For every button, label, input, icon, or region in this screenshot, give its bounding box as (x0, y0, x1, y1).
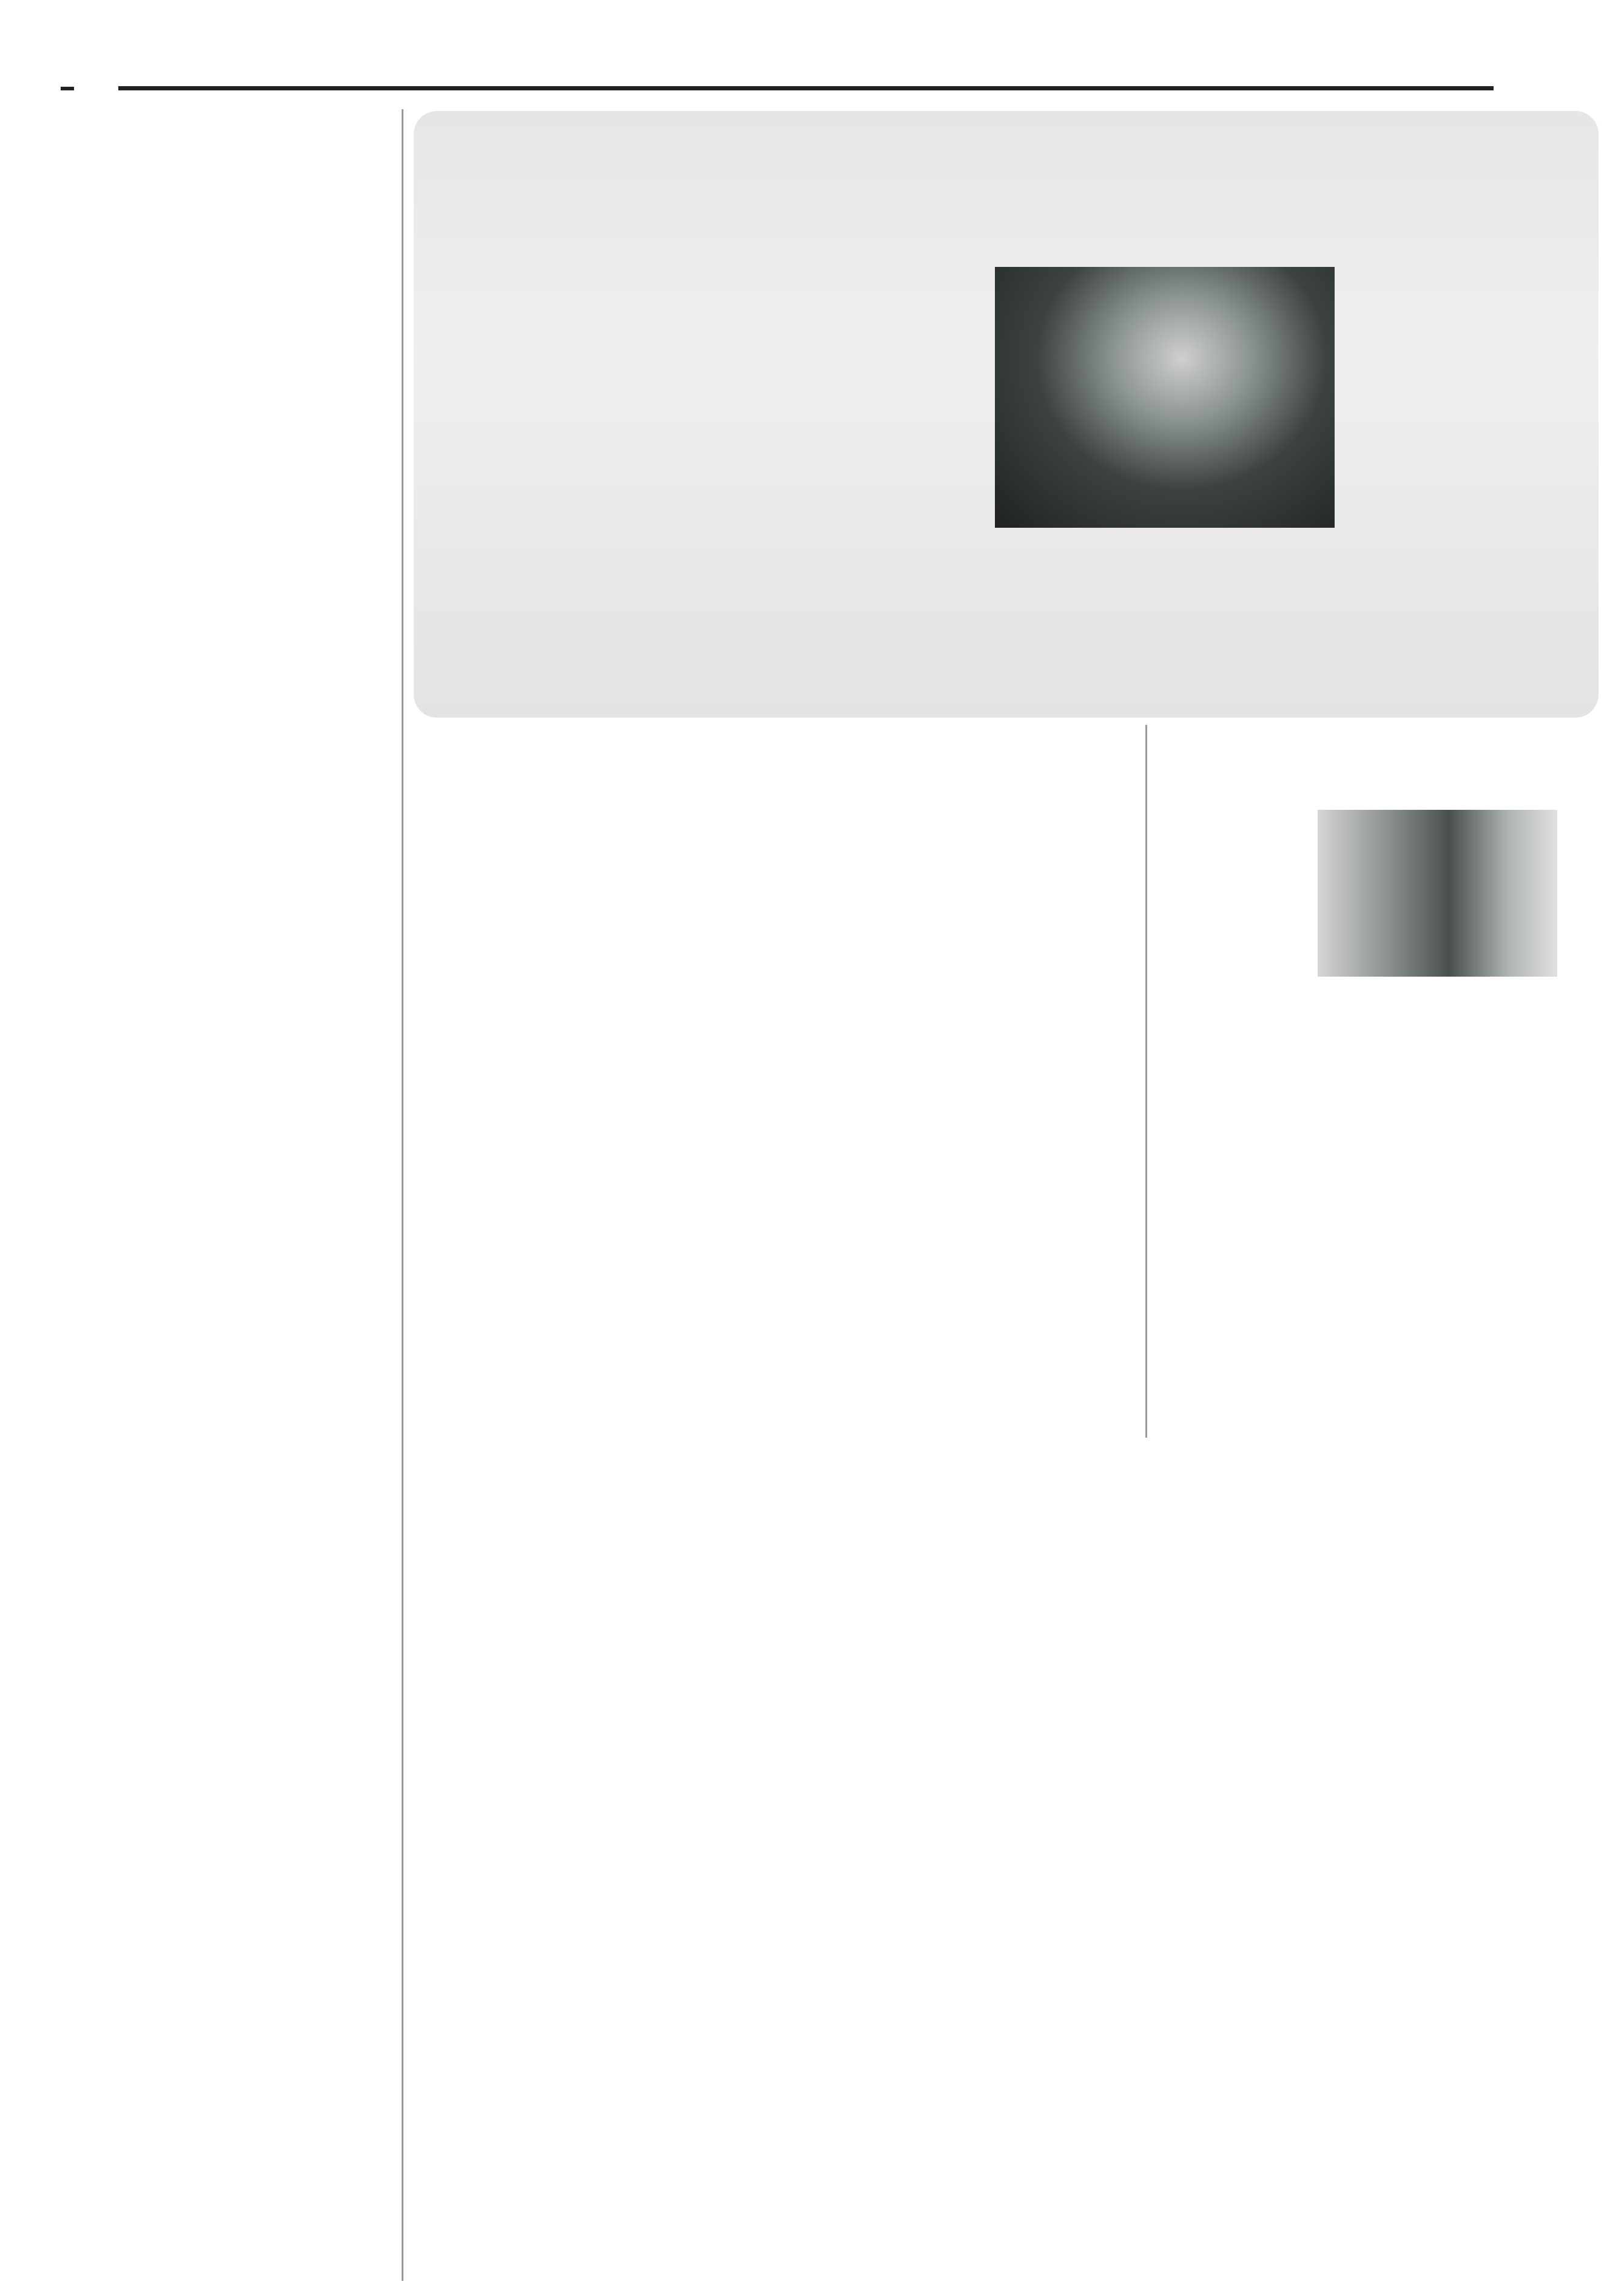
lead-column-1 (1369, 267, 1600, 710)
lead-column-3 (874, 537, 1104, 701)
page-number-dash (61, 87, 74, 90)
lead-column-5 (425, 267, 634, 704)
sidebar-news-column (24, 109, 394, 2281)
lead-photo-speaker (995, 267, 1335, 528)
story-column (1156, 792, 1298, 1435)
sidebar-divider (402, 109, 403, 2281)
supermarket-photo (1318, 810, 1557, 977)
masthead (0, 0, 1624, 100)
lead-column-2 (1122, 537, 1335, 701)
lead-column-4 (643, 267, 861, 704)
masthead-rule (118, 86, 1494, 90)
column-divider (1145, 725, 1147, 1438)
story-column (1304, 989, 1565, 1432)
